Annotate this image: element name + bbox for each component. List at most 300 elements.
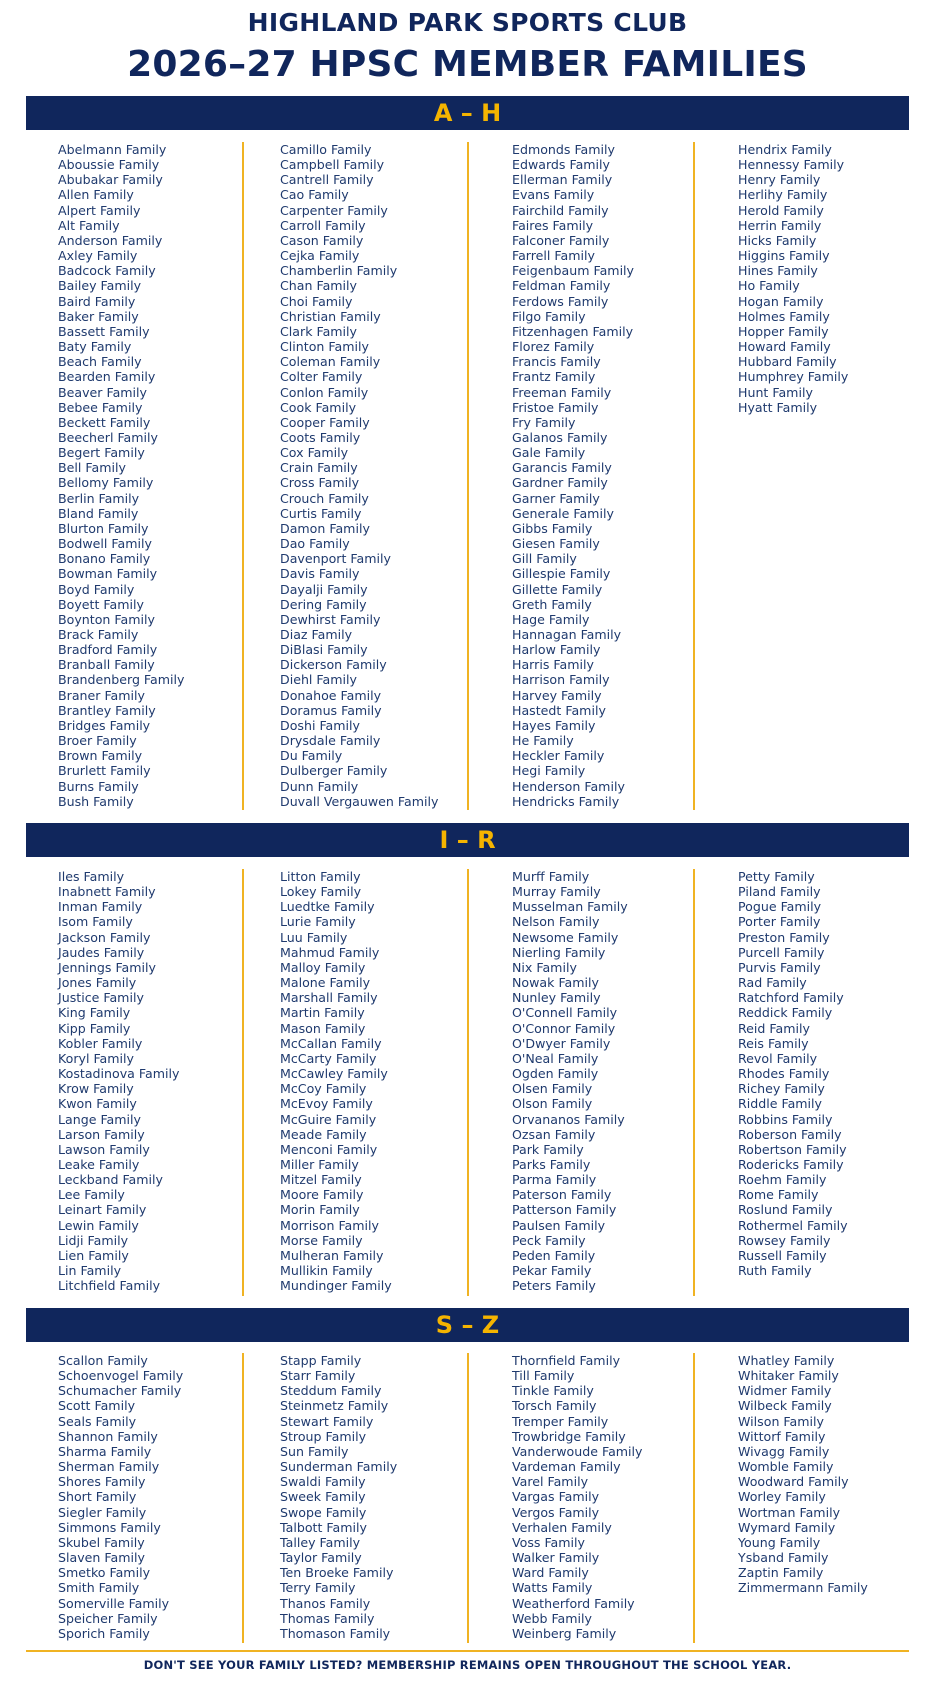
family-name: Young Family <box>738 1534 821 1550</box>
family-name: Fry Family <box>512 414 576 430</box>
column-divider <box>467 142 469 810</box>
family-name: Webb Family <box>512 1610 592 1626</box>
family-name: Siegler Family <box>58 1504 147 1520</box>
family-name: Heckler Family <box>512 748 605 764</box>
family-name: Vardeman Family <box>512 1459 621 1475</box>
family-name: Bebee Family <box>58 399 143 415</box>
family-name: Greth Family <box>512 596 592 612</box>
family-name: Verhalen Family <box>512 1519 612 1535</box>
family-name: Peden Family <box>512 1247 596 1263</box>
family-name: Hendrix Family <box>738 142 832 157</box>
family-name: Justice Family <box>58 990 144 1006</box>
family-name: Widmer Family <box>738 1383 832 1399</box>
family-name: McCoy Family <box>280 1081 367 1097</box>
column-divider <box>242 142 244 810</box>
family-name: Anderson Family <box>58 232 163 248</box>
family-name: Hennessy Family <box>738 157 845 173</box>
family-name: Hendricks Family <box>512 793 620 809</box>
family-name: Gill Family <box>512 551 577 567</box>
family-name: Simmons Family <box>58 1519 161 1535</box>
family-name: Nowak Family <box>512 975 599 991</box>
family-name: Boyd Family <box>58 581 135 597</box>
family-name: Dunn Family <box>280 778 359 794</box>
family-name: Gillespie Family <box>512 566 611 582</box>
family-name: Robertson Family <box>738 1141 847 1157</box>
family-name: Talbott Family <box>280 1519 367 1535</box>
family-name: Sunderman Family <box>280 1459 398 1475</box>
family-name: Henry Family <box>738 172 821 188</box>
family-name: Hyatt Family <box>738 399 818 415</box>
family-name: Woodward Family <box>738 1474 849 1490</box>
family-name: Vergos Family <box>512 1504 600 1520</box>
family-name: Mullikin Family <box>280 1263 373 1279</box>
family-name: Holmes Family <box>738 308 830 324</box>
family-name: Zimmermann Family <box>738 1580 868 1596</box>
family-name: Gibbs Family <box>512 520 593 536</box>
family-name: Brandenberg Family <box>58 672 185 688</box>
family-name: Wilson Family <box>738 1413 824 1429</box>
column-divider <box>693 869 695 1296</box>
family-name: Inman Family <box>58 899 143 915</box>
family-name: He Family <box>512 733 574 749</box>
family-name: Riddle Family <box>738 1096 823 1112</box>
family-name: Lee Family <box>58 1187 125 1203</box>
family-name: Fairchild Family <box>512 202 609 218</box>
family-name: Conlon Family <box>280 384 369 400</box>
footer-divider <box>26 1650 909 1652</box>
family-name: Dickerson Family <box>280 657 387 673</box>
family-name: Alt Family <box>58 217 120 233</box>
family-name: Hage Family <box>512 611 590 627</box>
section-i-r <box>26 869 909 1296</box>
family-name: Duvall Vergauwen Family <box>280 793 439 809</box>
family-name: Morse Family <box>280 1232 363 1248</box>
family-name: Shannon Family <box>58 1428 158 1444</box>
family-name: Zaptin Family <box>738 1565 824 1581</box>
family-name: Edmonds Family <box>512 142 615 157</box>
family-name: Carpenter Family <box>280 202 388 218</box>
family-name: Varel Family <box>512 1474 589 1490</box>
family-name: Jackson Family <box>58 929 151 945</box>
family-name: Terry Family <box>280 1580 356 1596</box>
family-name: Hogan Family <box>738 293 824 309</box>
family-name: Morrison Family <box>280 1217 379 1233</box>
name-column <box>512 1353 643 1641</box>
family-name: Koryl Family <box>58 1050 134 1066</box>
family-name: Inabnett Family <box>58 884 156 900</box>
family-name: Hines Family <box>738 263 818 279</box>
family-name: Generale Family <box>512 505 614 521</box>
family-name: Galanos Family <box>512 429 608 445</box>
family-name: Mahmud Family <box>280 944 380 960</box>
family-name: Lawson Family <box>58 1141 150 1157</box>
family-name: Baker Family <box>58 308 139 324</box>
family-name: Abelmann Family <box>58 142 167 157</box>
family-name: Giesen Family <box>512 536 600 552</box>
family-name: Baird Family <box>58 293 136 309</box>
family-name: Starr Family <box>280 1368 356 1384</box>
section-band-a-h: A – H <box>26 96 909 130</box>
family-name: Steddum Family <box>280 1383 382 1399</box>
family-name: Stewart Family <box>280 1413 374 1429</box>
family-name: Piland Family <box>738 884 821 900</box>
family-name: Rome Family <box>738 1187 819 1203</box>
family-name: Murff Family <box>512 869 590 884</box>
family-name: Faires Family <box>512 217 594 233</box>
section-band-s-z: S – Z <box>26 1308 909 1342</box>
family-name: Hannagan Family <box>512 627 622 642</box>
section-band-i-r: I – R <box>26 823 909 857</box>
family-name: Rhodes Family <box>738 1066 830 1082</box>
family-name: Curtis Family <box>280 505 362 521</box>
column-divider <box>467 869 469 1296</box>
family-name: Jennings Family <box>58 959 156 975</box>
family-name: Ozsan Family <box>512 1126 596 1142</box>
family-name: Begert Family <box>58 445 145 461</box>
section-a-h <box>26 142 909 810</box>
family-name: Stapp Family <box>280 1353 362 1368</box>
family-name: Evans Family <box>512 187 595 203</box>
name-column <box>512 869 628 1293</box>
family-name: O'Dwyer Family <box>512 1035 611 1051</box>
family-name: Roehm Family <box>738 1172 827 1188</box>
family-name: Reid Family <box>738 1020 810 1036</box>
family-name: Lin Family <box>58 1263 122 1279</box>
family-name: Berlin Family <box>58 490 140 506</box>
family-name: Thanos Family <box>280 1595 371 1611</box>
family-name: Hayes Family <box>512 717 596 733</box>
family-name: Nierling Family <box>512 944 606 960</box>
family-name: Burns Family <box>58 778 139 794</box>
family-name: Ten Broeke Family <box>280 1565 394 1581</box>
family-name: Chan Family <box>280 278 358 294</box>
family-name: Martin Family <box>280 1005 365 1021</box>
family-name: Carroll Family <box>280 217 366 233</box>
name-column <box>280 142 438 809</box>
family-name: Alpert Family <box>58 202 141 218</box>
family-name: Clark Family <box>280 323 358 339</box>
family-name: Marshall Family <box>280 990 378 1006</box>
family-name: Harlow Family <box>512 642 601 658</box>
family-name: Humphrey Family <box>738 369 849 385</box>
family-name: Revol Family <box>738 1050 818 1066</box>
family-name: Scallon Family <box>58 1353 148 1368</box>
family-name: Nix Family <box>512 959 577 975</box>
family-name: Du Family <box>280 748 343 764</box>
page-title: 2026–27 HPSC MEMBER FAMILIES <box>127 44 808 85</box>
family-name: Rad Family <box>738 975 807 991</box>
family-name: Chamberlin Family <box>280 263 398 279</box>
family-name: Allen Family <box>58 187 134 203</box>
family-name: Luedtke Family <box>280 899 375 915</box>
family-name: Bodwell Family <box>58 536 152 552</box>
family-name: King Family <box>58 1005 131 1021</box>
family-name: Wortman Family <box>738 1504 841 1520</box>
family-name: Bowman Family <box>58 566 158 582</box>
name-column <box>738 1353 868 1596</box>
family-name: Walker Family <box>512 1550 600 1566</box>
family-name: Musselman Family <box>512 899 628 915</box>
family-name: Roberson Family <box>738 1126 842 1142</box>
family-name: Olsen Family <box>512 1081 593 1097</box>
family-name: Florez Family <box>512 339 595 355</box>
family-name: Leake Family <box>58 1156 140 1172</box>
family-name: Bailey Family <box>58 278 142 294</box>
family-name: Damon Family <box>280 520 370 536</box>
family-name: Porter Family <box>738 914 821 930</box>
family-name: O'Connor Family <box>512 1020 616 1036</box>
family-name: Garancis Family <box>512 460 612 476</box>
column-divider <box>693 1353 695 1643</box>
family-name: Henderson Family <box>512 778 625 794</box>
family-name: Brantley Family <box>58 702 156 718</box>
family-name: Wilbeck Family <box>738 1398 832 1414</box>
family-name: Steinmetz Family <box>280 1398 389 1414</box>
family-name: Torsch Family <box>512 1398 597 1414</box>
family-name: Wymard Family <box>738 1519 836 1535</box>
family-name: Francis Family <box>512 354 601 370</box>
family-name: McEvoy Family <box>280 1096 373 1112</box>
family-name: Higgins Family <box>738 248 830 264</box>
family-name: Reddick Family <box>738 1005 833 1021</box>
family-name: Harrison Family <box>512 672 610 688</box>
family-name: Vargas Family <box>512 1489 600 1505</box>
family-name: Ferdows Family <box>512 293 609 309</box>
family-name: Smith Family <box>58 1580 140 1596</box>
family-name: Campbell Family <box>280 157 385 173</box>
family-name: Gale Family <box>512 445 586 461</box>
family-name: Coots Family <box>280 429 361 445</box>
family-name: Dao Family <box>280 536 350 552</box>
family-name: Filgo Family <box>512 308 586 324</box>
family-name: Paterson Family <box>512 1187 612 1203</box>
column-divider <box>693 142 695 810</box>
family-name: Smetko Family <box>58 1565 151 1581</box>
family-name: Roslund Family <box>738 1202 833 1218</box>
column-divider <box>242 1353 244 1643</box>
family-name: Howard Family <box>738 339 831 355</box>
family-name: Kwon Family <box>58 1096 137 1112</box>
family-name: Boyett Family <box>58 596 144 612</box>
family-name: Bonano Family <box>58 551 151 567</box>
family-name: Richey Family <box>738 1081 825 1097</box>
family-name: Seals Family <box>58 1413 137 1429</box>
family-name: Speicher Family <box>58 1610 158 1626</box>
family-name: Peck Family <box>512 1232 586 1248</box>
family-name: Doramus Family <box>280 702 382 718</box>
family-name: DiBlasi Family <box>280 642 368 658</box>
family-name: Christian Family <box>280 308 381 324</box>
family-name: Diaz Family <box>280 627 353 642</box>
family-name: Thornfield Family <box>512 1353 621 1368</box>
family-name: Voss Family <box>512 1534 585 1550</box>
family-name: Watts Family <box>512 1580 593 1596</box>
family-name: Meade Family <box>280 1126 367 1142</box>
family-name: Lien Family <box>58 1247 129 1263</box>
family-name: Kostadinova Family <box>58 1066 180 1082</box>
family-name: Wivagg Family <box>738 1443 830 1459</box>
family-name: Swaldi Family <box>280 1474 366 1490</box>
family-name: Schoenvogel Family <box>58 1368 184 1384</box>
family-name: Branball Family <box>58 657 155 673</box>
family-name: Purcell Family <box>738 944 825 960</box>
family-name: Trowbridge Family <box>512 1428 626 1444</box>
section-s-z <box>26 1353 909 1643</box>
family-name: Cason Family <box>280 232 364 248</box>
family-name: Axley Family <box>58 248 138 264</box>
family-name: Dayalji Family <box>280 581 368 597</box>
column-divider <box>467 1353 469 1643</box>
family-name: Herold Family <box>738 202 824 218</box>
family-name: Camillo Family <box>280 142 372 157</box>
family-name: Falconer Family <box>512 232 610 248</box>
family-name: Parks Family <box>512 1156 591 1172</box>
family-name: Jones Family <box>58 975 137 991</box>
family-name: McGuire Family <box>280 1111 377 1127</box>
family-name: Cox Family <box>280 445 349 461</box>
family-name: Coleman Family <box>280 354 381 370</box>
family-name: Leinart Family <box>58 1202 147 1218</box>
family-name: Beaver Family <box>58 384 148 400</box>
family-name: Broer Family <box>58 733 137 749</box>
family-name: Iles Family <box>58 869 125 884</box>
family-name: Baty Family <box>58 339 132 355</box>
family-name: Dering Family <box>280 596 367 612</box>
family-name: Hubbard Family <box>738 354 837 370</box>
family-name: Thomason Family <box>280 1625 391 1641</box>
family-name: Cejka Family <box>280 248 360 264</box>
family-name: Bradford Family <box>58 642 158 658</box>
family-name: Feigenbaum Family <box>512 263 635 279</box>
family-name: Pogue Family <box>738 899 822 915</box>
family-name: Davis Family <box>280 566 360 582</box>
family-name: Hunt Family <box>738 384 813 400</box>
family-name: Drysdale Family <box>280 733 381 749</box>
family-name: Rothermel Family <box>738 1217 848 1233</box>
family-name: Ellerman Family <box>512 172 613 188</box>
family-name: Scott Family <box>58 1398 136 1414</box>
family-name: Weatherford Family <box>512 1595 635 1611</box>
family-name: O'Neal Family <box>512 1050 599 1066</box>
family-name: Sun Family <box>280 1443 349 1459</box>
family-name: Bridges Family <box>58 717 151 733</box>
family-name: Clinton Family <box>280 339 369 355</box>
family-name: Rodericks Family <box>738 1156 844 1172</box>
family-name: Bush Family <box>58 793 134 809</box>
family-name: Womble Family <box>738 1459 834 1475</box>
family-name: Badcock Family <box>58 263 156 279</box>
family-name: Aboussie Family <box>58 157 160 173</box>
family-name: Dewhirst Family <box>280 611 381 627</box>
club-name: HIGHLAND PARK SPORTS CLUB <box>247 8 688 37</box>
family-name: Whitaker Family <box>738 1368 839 1384</box>
family-name: Gillette Family <box>512 581 603 597</box>
family-name: Kobler Family <box>58 1035 143 1051</box>
family-name: Robbins Family <box>738 1111 833 1127</box>
family-name: Abubakar Family <box>58 172 163 188</box>
family-name: Wittorf Family <box>738 1428 826 1444</box>
family-name: Menconi Family <box>280 1141 378 1157</box>
family-name: Brack Family <box>58 627 139 642</box>
family-name: Parma Family <box>512 1172 597 1188</box>
family-name: Reis Family <box>738 1035 809 1051</box>
family-name: Boynton Family <box>58 611 155 627</box>
family-name: Choi Family <box>280 293 353 309</box>
family-name: Miller Family <box>280 1156 359 1172</box>
family-name: McCarty Family <box>280 1050 377 1066</box>
family-name: Beach Family <box>58 354 142 370</box>
family-name: Garner Family <box>512 490 600 506</box>
family-name: Thomas Family <box>280 1610 375 1626</box>
family-name: Cao Family <box>280 187 349 203</box>
family-name: Frantz Family <box>512 369 596 385</box>
family-name: Sherman Family <box>58 1459 160 1475</box>
family-name: Paulsen Family <box>512 1217 606 1233</box>
family-name: Hopper Family <box>738 323 829 339</box>
family-name: Malloy Family <box>280 959 366 975</box>
family-name: Ysband Family <box>738 1550 829 1566</box>
family-name: Malone Family <box>280 975 371 991</box>
family-name: Beckett Family <box>58 414 151 430</box>
family-name: Morin Family <box>280 1202 360 1218</box>
family-name: Krow Family <box>58 1081 134 1097</box>
family-name: Nelson Family <box>512 914 600 930</box>
family-name: Beecherl Family <box>58 429 158 445</box>
family-name: Crain Family <box>280 460 358 476</box>
family-name: Ogden Family <box>512 1066 599 1082</box>
family-name: Ratchford Family <box>738 990 844 1006</box>
family-name: Ho Family <box>738 278 800 294</box>
family-name: Talley Family <box>280 1534 361 1550</box>
family-name: Lokey Family <box>280 884 362 900</box>
family-name: Hicks Family <box>738 232 817 248</box>
family-name: Sharma Family <box>58 1443 152 1459</box>
family-name: Luu Family <box>280 929 348 945</box>
footer-note: DON'T SEE YOUR FAMILY LISTED? MEMBERSHIP REMAINS OPEN THROUGHOUT THE SCHOOL YEAR. <box>143 1658 792 1672</box>
family-name: Rowsey Family <box>738 1232 831 1248</box>
family-name: Bassett Family <box>58 323 150 339</box>
family-name: Preston Family <box>738 929 830 945</box>
family-name: Farrell Family <box>512 248 595 264</box>
family-name: Larson Family <box>58 1126 145 1142</box>
family-name: Purvis Family <box>738 959 821 975</box>
family-name: Brurlett Family <box>58 763 151 779</box>
family-name: Orvananos Family <box>512 1111 625 1127</box>
family-name: Bell Family <box>58 460 126 476</box>
family-name: Brown Family <box>58 748 143 764</box>
family-name: Colter Family <box>280 369 363 385</box>
family-name: Fitzenhagen Family <box>512 323 634 339</box>
family-name: Gardner Family <box>512 475 608 491</box>
family-name: Ruth Family <box>738 1263 812 1279</box>
name-column <box>512 142 634 809</box>
family-name: Donahoe Family <box>280 687 382 703</box>
family-name: Doshi Family <box>280 717 360 733</box>
family-name: Diehl Family <box>280 672 357 688</box>
family-name: Kipp Family <box>58 1020 131 1036</box>
family-name: Russell Family <box>738 1247 827 1263</box>
family-name: Edwards Family <box>512 157 611 173</box>
family-name: Cook Family <box>280 399 357 415</box>
family-name: Cantrell Family <box>280 172 374 188</box>
family-name: Cross Family <box>280 475 360 491</box>
family-name: Cooper Family <box>280 414 370 430</box>
family-name: Bearden Family <box>58 369 156 385</box>
name-column <box>280 869 392 1293</box>
family-name: Schumacher Family <box>58 1383 182 1399</box>
family-name: Litton Family <box>280 869 361 884</box>
name-column <box>280 1353 397 1641</box>
